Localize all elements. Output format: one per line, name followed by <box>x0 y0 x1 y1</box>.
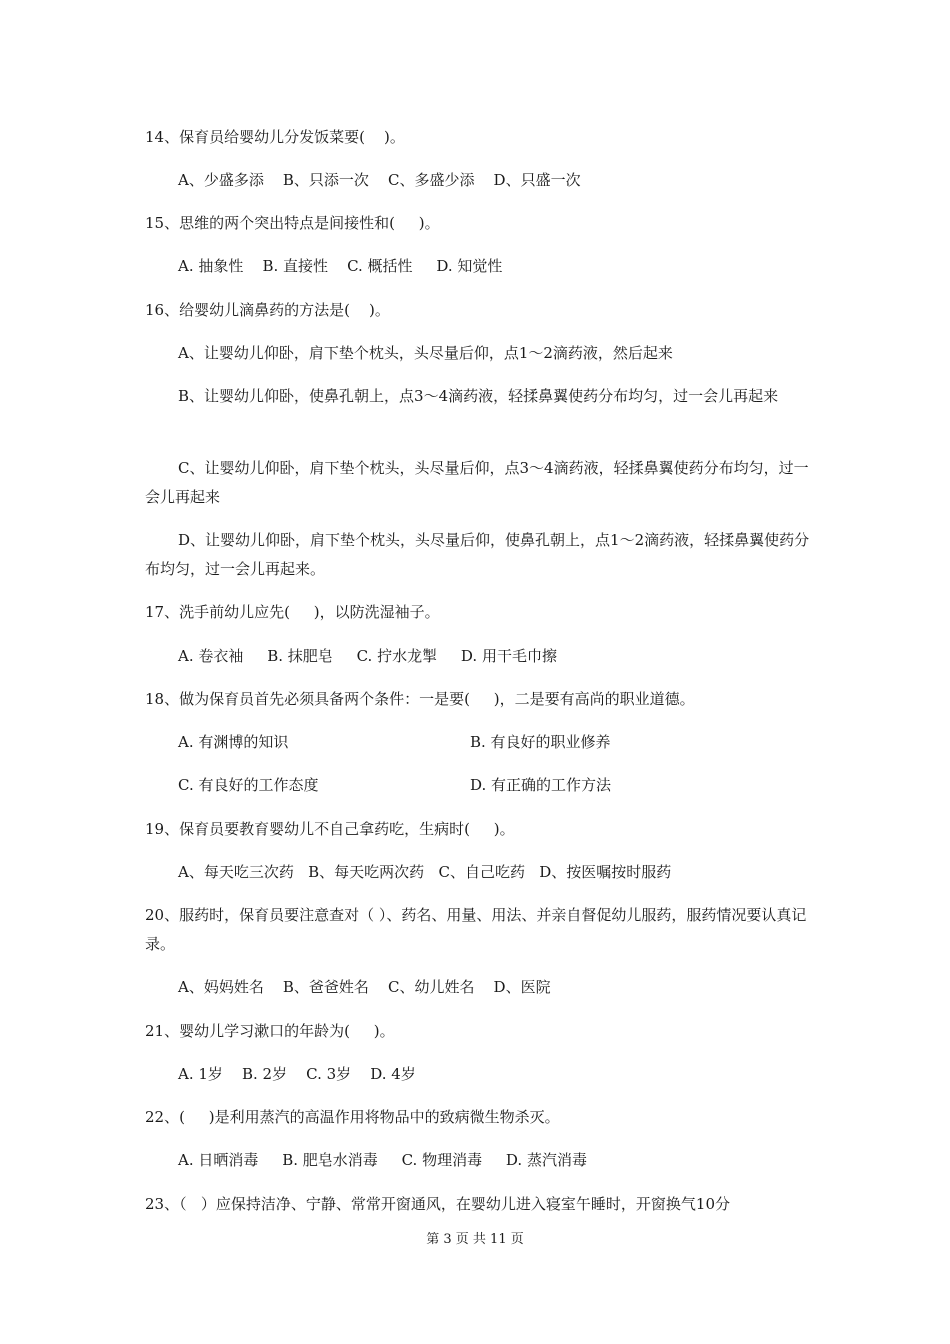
question-15-options: A. 抽象性 B. 直接性 C. 概括性 D. 知觉性 <box>178 257 503 275</box>
question-14-stem: 14、保育员给婴幼儿分发饭菜要( )。 <box>145 128 405 146</box>
question-20-options: A、妈妈姓名 B、爸爸姓名 C、幼儿姓名 D、医院 <box>178 978 551 996</box>
question-19-stem: 19、保育员要教育婴幼儿不自己拿药吃，生病时( )。 <box>145 820 515 838</box>
question-23-stem: 23、（ ）应保持洁净、宁静、常常开窗通风，在婴幼儿进入寝室午睡时，开窗换气10分 <box>145 1195 730 1213</box>
question-18-stem: 18、做为保育员首先必须具备两个条件：一是要( )，二是要有高尚的职业道德。 <box>145 690 695 708</box>
question-22-options: A. 日晒消毒 B. 肥皂水消毒 C. 物理消毒 D. 蒸汽消毒 <box>178 1151 587 1169</box>
question-20-stem: 20、服药时，保育员要注意查对（ ）、药名、用量、用法、并亲自督促幼儿服药，服药情况要认真记录。 <box>145 906 807 953</box>
question-16-stem: 16、给婴幼儿滴鼻药的方法是( )。 <box>145 301 390 319</box>
question-18-option-b: B. 有良好的职业修养 <box>470 733 611 751</box>
question-16-option-c: C、让婴幼儿仰卧，肩下垫个枕头，头尽量后仰，点3～4滴药液，轻揉鼻翼使药分布均匀，过一会儿再起来 <box>145 459 809 506</box>
question-16-option-a: A、让婴幼儿仰卧，肩下垫个枕头，头尽量后仰，点1～2滴药液，然后起来 <box>178 344 673 362</box>
question-18-option-a: A. 有渊博的知识 <box>178 733 289 751</box>
question-17-stem: 17、洗手前幼儿应先( )，以防洗湿袖子。 <box>145 603 440 621</box>
question-14-options: A、少盛多添 B、只添一次 C、多盛少添 D、只盛一次 <box>178 171 581 189</box>
question-16-option-b: B、让婴幼儿仰卧，使鼻孔朝上，点3～4滴药液，轻揉鼻翼使药分布均匀，过一会儿再起来 <box>178 387 779 405</box>
question-15-stem: 15、思维的两个突出特点是间接性和( )。 <box>145 214 440 232</box>
question-22-stem: 22、( )是利用蒸汽的高温作用将物品中的致病微生物杀灭。 <box>145 1108 560 1126</box>
question-18-option-c: C. 有良好的工作态度 <box>178 776 319 794</box>
question-19-options: A、每天吃三次药 B、每天吃两次药 C、自己吃药 D、按医嘱按时服药 <box>178 863 672 881</box>
question-17-options: A. 卷衣袖 B. 抹肥皂 C. 拧水龙掣 D. 用干毛巾擦 <box>178 647 557 665</box>
question-21-options: A. 1岁 B. 2岁 C. 3岁 D. 4岁 <box>178 1065 416 1083</box>
question-16-option-d: D、让婴幼儿仰卧，肩下垫个枕头，头尽量后仰，使鼻孔朝上，点1～2滴药液，轻揉鼻翼使药分布均匀，过一会儿再起来。 <box>145 531 810 578</box>
page-footer: 第 3 页 共 11 页 <box>426 1232 524 1247</box>
question-21-stem: 21、婴幼儿学习漱口的年龄为( )。 <box>145 1022 395 1040</box>
question-18-option-d: D. 有正确的工作方法 <box>470 776 612 794</box>
